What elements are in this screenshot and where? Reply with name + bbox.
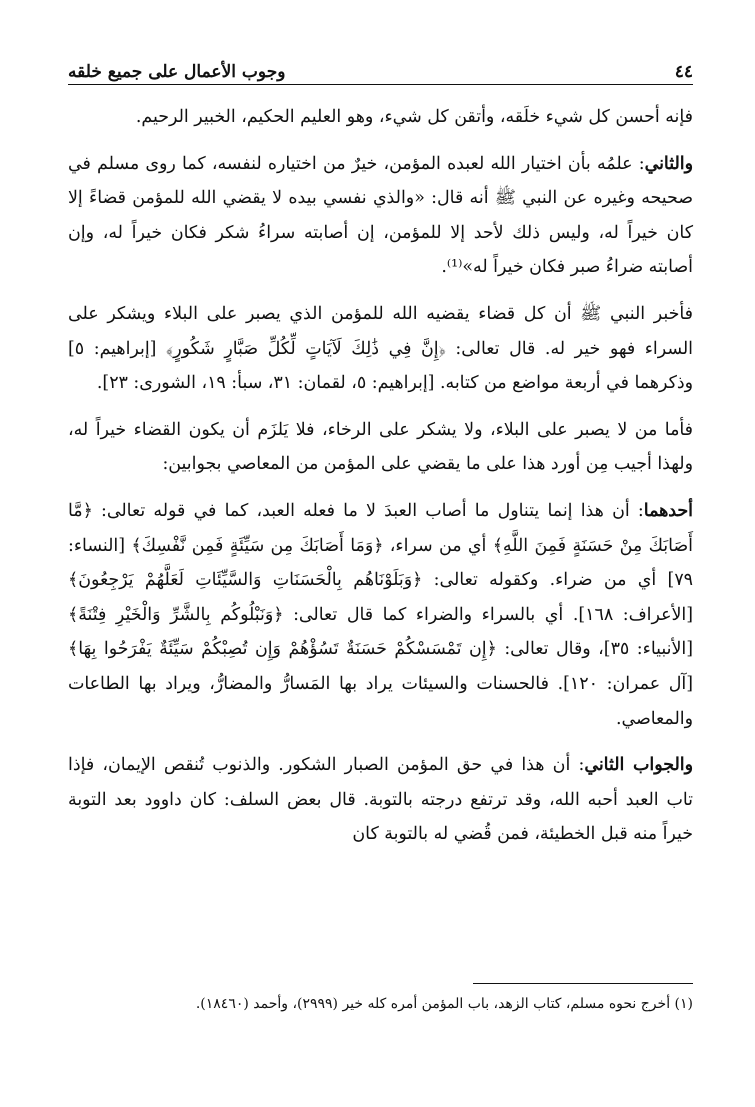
- paragraph-text: فأخبر النبي ﷺ أن كل قضاء يقضيه الله للمؤمن الذي يصبر على البلاء ويشكر على السراء فهو خير له. قال تعالى: ﴿إِنَّ فِي ذَٰلِكَ لَآيَاتٍ لِّكُلِّ صَبَّارٍ شَكُورٍ﴾ [إبراهيم: ٥] وذكرهما في أربعة مواضع من كتابه. [إبراهيم: ٥، لقمان: ٣١، سبأ: ١٩، الشورى: ٢٣].: [68, 303, 693, 394]
- paragraph: [68, 748, 693, 852]
- page-number: ٤٤: [674, 62, 693, 82]
- paragraph-lead: والثاني: [644, 153, 693, 174]
- paragraph-lead: أحدهما: [643, 500, 693, 521]
- page-header: [68, 52, 693, 82]
- paragraph: [68, 413, 693, 482]
- paragraph-lead: والجواب الثاني: [584, 755, 693, 776]
- running-title: وجوب الأعمال على جميع خلقه: [68, 62, 286, 82]
- footnote: (١) أخرج نحوه مسلم، كتاب الزهد، باب المؤمن أمره كله خير (٢٩٩٩)، وأحمد (١٨٤٦٠).: [195, 996, 693, 1012]
- paragraph: [68, 100, 693, 135]
- paragraph: [68, 494, 693, 736]
- paragraph-text: : أن هذا إنما يتناول ما أصاب العبدَ لا ما فعله العبد، كما في قوله تعالى: ﴿مَّا أَصَابَكَ مِنْ حَسَنَةٍ فَمِنَ اللَّهِ﴾ أي من سراء، ﴿وَمَا أَصَابَكَ مِن سَيِّئَةٍ فَمِن نَّفْسِكَ﴾ [النساء: ٧٩] أي من ضراء. وكقوله تعالى: ﴿وَبَلَوْنَاهُم بِالْحَسَنَاتِ وَالسَّيِّئَاتِ لَعَلَّهُمْ يَرْجِعُونَ﴾ [الأعراف: ١٦٨]. أي بالسراء والضراء كما قال تعالى: ﴿وَنَبْلُوكُم بِالشَّرِّ وَالْخَيْرِ فِتْنَةً﴾ [الأنبياء: ٣٥]، وقال تعالى: ﴿إِن تَمْسَسْكُمْ حَسَنَةٌ تَسُؤْهُمْ وَإِن تُصِبْكُمْ سَيِّئَةٌ يَفْرَحُوا بِهَا﴾ [آل عمران: ١٢٠]. فالحسنات والسيئات يراد بها المَسارُّ والمضارُّ، ويراد بها الطاعات والمعاصي.: [68, 500, 694, 729]
- paragraph-text: : أن هذا في حق المؤمن الصبار الشكور. والذنوب تُنقص الإيمان، فإذا تاب العبد أحبه الله، وقد ترتفع درجته بالتوبة. قال بعض السلف: كان داوود بعد التوبة خيراً منه قبل الخطيئة، فمن قُضي له بالتوبة كان: [68, 755, 693, 845]
- paragraph: [68, 147, 693, 285]
- paragraph: [68, 297, 693, 401]
- footnote-rule: [473, 983, 693, 984]
- body-text: [68, 100, 693, 864]
- header-rule: [68, 84, 693, 85]
- paragraph-text: فأما من لا يصبر على البلاء، ولا يشكر على الرخاء، فلا يَلزَم أن يكون القضاء خيراً له، ولهذا أجيب مِن أورد هذا على ما يقضي على المؤمن من المعاصي بجوابين:: [68, 419, 693, 475]
- paragraph-text: : علمُه بأن اختيار الله لعبده المؤمن، خيرٌ من اختياره لنفسه، كما روى مسلم في صحيحه وغيره عن النبي ﷺ أنه قال: «والذي نفسي بيده لا يقضي الله للمؤمن قضاءً إلا كان خيراً له، وليس ذلك لأحد إلا للمؤمن، إن أصابته سراءُ شكر فكان خيراً له، وإن أصابته ضراءُ صبر فكان خيراً له»⁽¹⁾.: [68, 153, 693, 278]
- paragraph-text: فإنه أحسن كل شيء خلَقه، وأتقن كل شيء، وهو العليم الحكيم، الخبير الرحيم.: [135, 107, 693, 127]
